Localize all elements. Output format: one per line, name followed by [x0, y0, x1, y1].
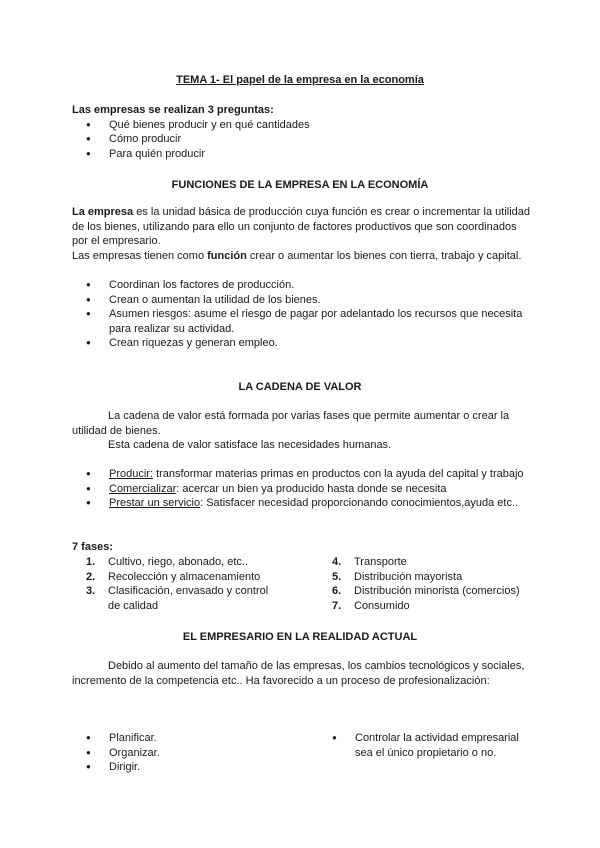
- list-item: [318, 555, 548, 570]
- list-item: ● Cómo producir: [72, 132, 532, 147]
- item-number: 3.: [86, 585, 96, 597]
- list-item: [72, 570, 282, 585]
- list-item: ● Para quién producir: [72, 147, 532, 162]
- empresario-list-right: [318, 731, 538, 760]
- item-text: Distribución minorista (comercios): [354, 585, 520, 597]
- empresario-right: [318, 731, 538, 760]
- item-text: transformar materias primas en productos con la ayuda del capital y trabajo: [153, 468, 524, 480]
- empresario-list-left: [72, 731, 292, 775]
- paragraph-text: es la unidad básica de producción cuya función es crear o incrementar la utilidad de los bienes, utilizando para ello un conjunto de factores productivos que son coordinados por el empresario.: [72, 206, 530, 247]
- paragraph-text: Las empresas tienen como: [72, 249, 208, 262]
- list-item: [72, 482, 542, 497]
- item-text: Consumido: [354, 599, 410, 612]
- list-item: ● Controlar la actividad empresarial sea el único propietario o no.: [318, 731, 538, 760]
- list-item: [72, 467, 542, 482]
- item-number: 1.: [86, 556, 96, 568]
- item-text: : Satisfacer necesidad proporcionando conocimientos,ayuda etc..: [200, 497, 519, 509]
- funciones-paragraph-2: [72, 249, 532, 264]
- intro-heading: Las empresas se realizan 3 preguntas:: [72, 104, 274, 116]
- list-item: [318, 599, 548, 614]
- list-item: [318, 570, 548, 585]
- item-number: 5.: [332, 570, 342, 583]
- fases-left: [72, 555, 282, 613]
- item-text: Clasificación, envasado y control de calidad: [108, 585, 269, 612]
- list-item: ● Organizar.: [72, 746, 292, 761]
- page-title: TEMA 1- El papel de la empresa en la economía: [176, 74, 424, 86]
- item-number: 7.: [332, 599, 342, 612]
- list-item: ● Crean riquezas y generan empleo.: [72, 336, 532, 351]
- fases-heading-text: 7 fases:: [72, 541, 113, 553]
- cadena-list: [72, 467, 542, 511]
- fases-heading: [72, 540, 113, 555]
- list-item: ● Coordinan los factores de producción.: [72, 278, 532, 293]
- funciones-list: [72, 278, 532, 351]
- funciones-paragraph-1: [72, 205, 532, 249]
- fases-list-right: [318, 555, 548, 613]
- item-text: Transporte: [354, 556, 407, 568]
- bold-term: función: [207, 249, 247, 262]
- list-item: ● Crean o aumentan la utilidad de los bienes.: [72, 293, 532, 308]
- list-item: [318, 584, 548, 599]
- item-text: : acercar un bien ya producido hasta donde se necesita: [176, 482, 447, 495]
- bold-term: La empresa: [72, 206, 134, 218]
- item-text: Cultivo, riego, abonado, etc..: [108, 556, 249, 568]
- empresario-heading: EL EMPRESARIO EN LA REALIDAD ACTUAL: [182, 631, 418, 643]
- list-item: [72, 584, 282, 613]
- list-item: [72, 496, 542, 511]
- list-item: [72, 555, 282, 570]
- cadena-text: [72, 409, 532, 453]
- empresario-paragraph: Debido al aumento del tamaño de las empresas, los cambios tecnológicos y sociales, incremento de la competencia etc.. Ha favorecido a un proceso de profesionalización:: [72, 660, 525, 687]
- funciones-list-wrap: [72, 278, 532, 351]
- empresario-left: [72, 731, 292, 775]
- item-number: 4.: [332, 556, 342, 568]
- list-item: ● Qué bienes producir y en qué cantidades: [72, 118, 532, 133]
- questions-list: [72, 118, 532, 162]
- item-text: Recolección y almacenamiento: [108, 570, 261, 583]
- list-item: ● Planificar.: [72, 731, 292, 746]
- empresario-text: [72, 659, 532, 688]
- cadena-list-wrap: [72, 467, 542, 511]
- funciones-heading: FUNCIONES DE LA EMPRESA EN LA ECONOMÍA: [171, 179, 429, 191]
- funciones-text: [72, 205, 532, 263]
- cadena-heading: LA CADENA DE VALOR: [238, 381, 362, 393]
- item-number: 2.: [86, 570, 96, 583]
- list-item: ● Dirigir.: [72, 760, 292, 775]
- paragraph-text: crear o aumentar los bienes con tierra, trabajo y capital.: [246, 249, 522, 262]
- item-text: Distribución mayorista: [354, 570, 463, 583]
- item-number: 6.: [332, 585, 342, 597]
- intro-section: [72, 103, 532, 161]
- cadena-paragraph-2: Esta cadena de valor satisface las necesidades humanas.: [108, 439, 392, 451]
- fases-list-left: [72, 555, 282, 613]
- underlined-term: Comercializar: [109, 482, 177, 495]
- underlined-term: Producir:: [109, 468, 154, 480]
- list-item: ● Asumen riesgos: asume el riesgo de pagar por adelantado los recursos que necesita para realizar su actividad.: [72, 307, 532, 336]
- cadena-paragraph-1: La cadena de valor está formada por varias fases que permite aumentar o crear la utilidad de bienes.: [72, 410, 510, 437]
- fases-right: [318, 555, 548, 613]
- underlined-term: Prestar un servicio: [109, 497, 201, 509]
